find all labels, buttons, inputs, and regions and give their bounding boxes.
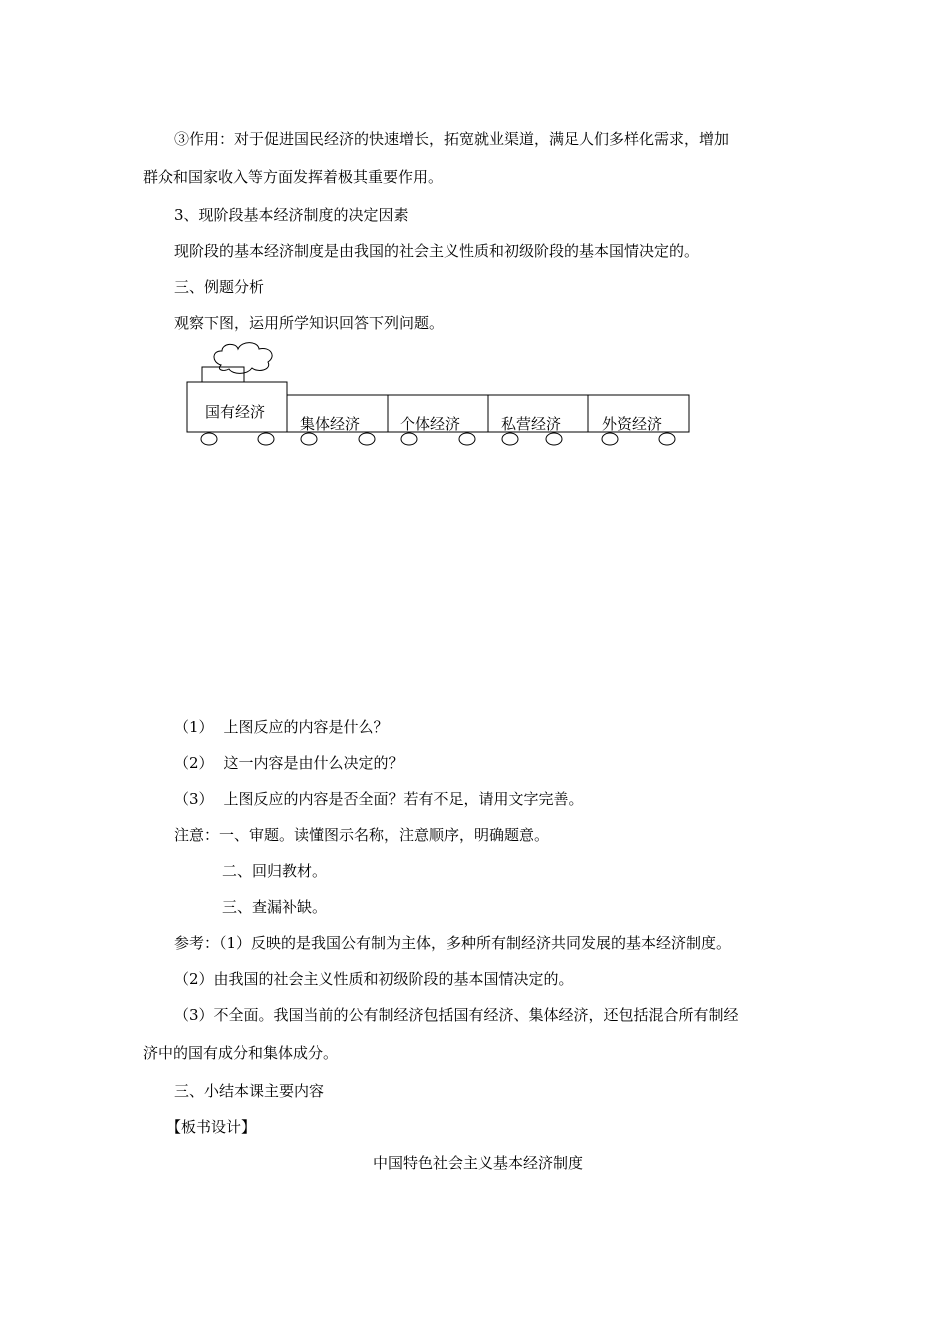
- wheel: [502, 433, 518, 445]
- wheel: [258, 433, 274, 445]
- wheel: [301, 433, 317, 445]
- board-design-heading: 【板书设计】: [166, 1118, 257, 1136]
- section-heading-determinants: 3、现阶段基本经济制度的决定因素: [174, 206, 409, 224]
- note-review-question: 注意：一、审题。读懂图示名称，注意顺序，明确题意。: [174, 826, 550, 844]
- question-number: （3）: [174, 790, 214, 808]
- question-number: （2）: [174, 754, 214, 772]
- car-label: 集体经济: [300, 415, 361, 433]
- wheel: [201, 433, 217, 445]
- train-car-2: [388, 395, 488, 432]
- smoke-cloud: [214, 343, 272, 374]
- locomotive-label: 国有经济: [205, 403, 266, 421]
- reference-answer-2: （2）由我国的社会主义性质和初级阶段的基本国情决定的。: [174, 970, 574, 988]
- train-car-1: [287, 395, 388, 432]
- wheel: [546, 433, 562, 445]
- train-car-3: [488, 395, 588, 432]
- question-2: [174, 753, 404, 773]
- question-number: （1）: [174, 718, 214, 736]
- reference-answer-3: （3）不全面。我国当前的公有制经济包括国有经济、集体经济，还包括混合所有制经: [174, 1006, 739, 1024]
- wheel: [359, 433, 375, 445]
- board-title: 中国特色社会主义基本经济制度: [373, 1154, 584, 1172]
- car-label: 外资经济: [602, 415, 663, 433]
- instruction-observe: 观察下图，运用所学知识回答下列问题。: [174, 314, 445, 332]
- reference-answer-3-continued: 济中的国有成分和集体成分。: [143, 1044, 339, 1062]
- question-1: [174, 717, 389, 737]
- question-text: 这一内容是由什么决定的？: [223, 754, 404, 772]
- question-3: [174, 789, 584, 809]
- train-car-4: [588, 395, 689, 432]
- locomotive-body: [187, 382, 287, 432]
- locomotive-cab: [202, 367, 244, 382]
- summary-heading: 三、小结本课主要内容: [174, 1082, 325, 1100]
- note-return-to-textbook: 二、回归教材。: [222, 862, 328, 880]
- car-label: 个体经济: [400, 415, 461, 433]
- section-heading-example: 三、例题分析: [174, 278, 265, 296]
- question-text: 上图反应的内容是否全面？若有不足，请用文字完善。: [223, 790, 584, 808]
- paragraph-function-continued: 群众和国家收入等方面发挥着极其重要作用。: [143, 168, 444, 186]
- note-check-gaps: 三、查漏补缺。: [222, 898, 328, 916]
- wheel: [401, 433, 417, 445]
- wheel: [602, 433, 618, 445]
- paragraph-function: ③作用：对于促进国民经济的快速增长，拓宽就业渠道，满足人们多样化需求，增加: [174, 130, 730, 148]
- paragraph-determinants: 现阶段的基本经济制度是由我国的社会主义性质和初级阶段的基本国情决定的。: [174, 242, 700, 260]
- question-text: 上图反应的内容是什么？: [223, 718, 389, 736]
- car-label: 私营经济: [501, 415, 562, 433]
- wheel: [459, 433, 475, 445]
- reference-answer-1: 参考：（1）反映的是我国公有制为主体，多种所有制经济共同发展的基本经济制度。: [174, 934, 732, 952]
- wheel: [659, 433, 675, 445]
